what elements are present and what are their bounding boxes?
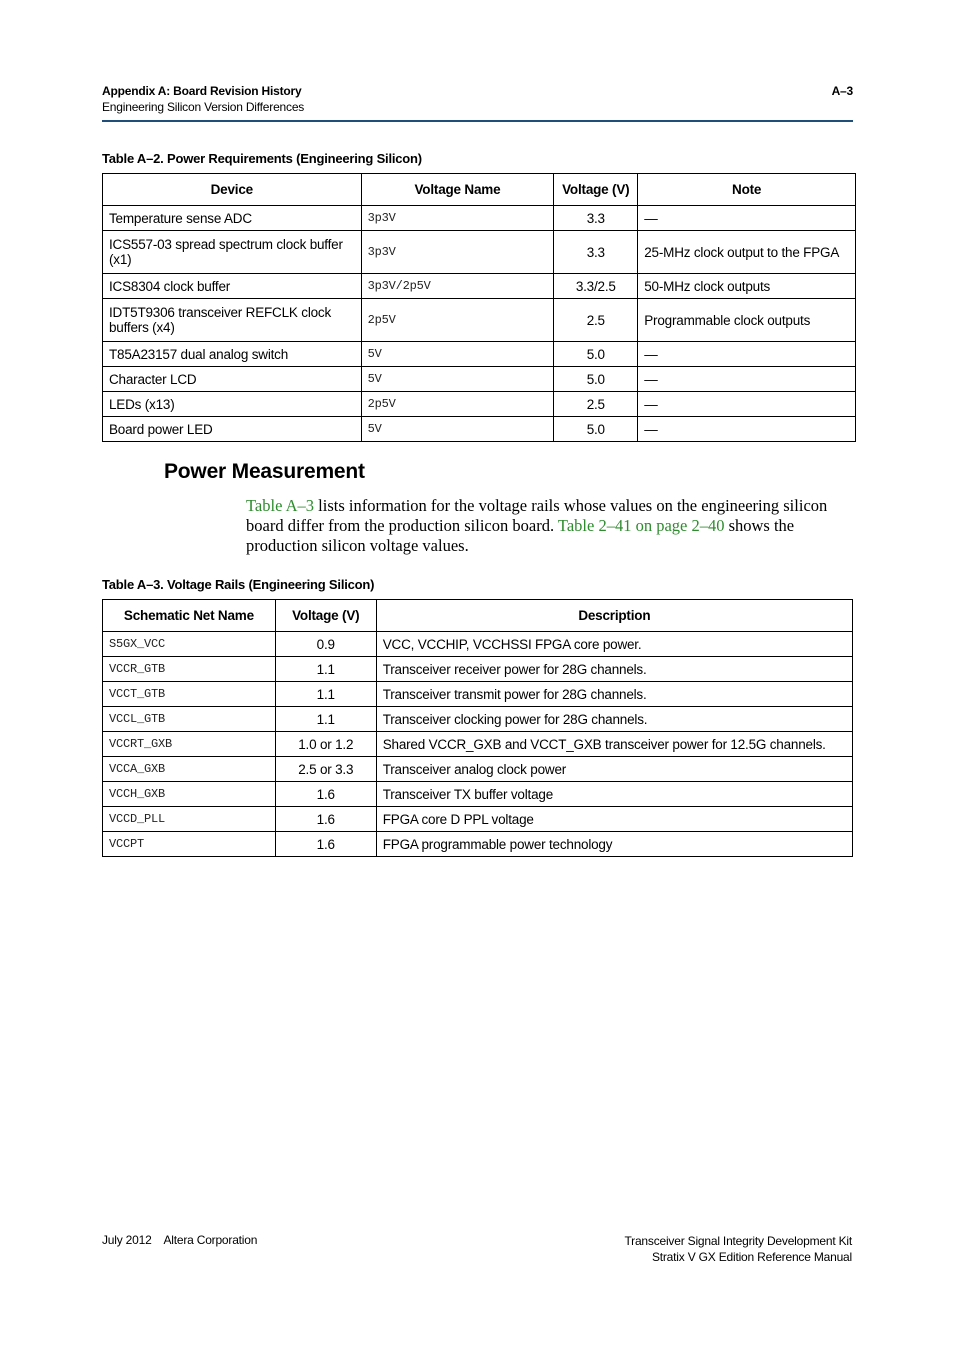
header-divider bbox=[102, 120, 853, 122]
net-name-cell: VCCA_GXB bbox=[103, 757, 276, 782]
voltage-cell: 2.5 bbox=[554, 392, 638, 417]
description-cell: Transceiver clocking power for 28G channels. bbox=[376, 707, 852, 732]
table2-header-voltage: Voltage (V) bbox=[275, 600, 376, 632]
table-row bbox=[103, 682, 853, 707]
table2-caption: Table A–3. Voltage Rails (Engineering Silicon) bbox=[102, 577, 375, 592]
table-a3-link[interactable]: Table A–3 bbox=[246, 496, 315, 515]
device-cell: Temperature sense ADC bbox=[103, 206, 362, 231]
description-cell: Transceiver transmit power for 28G channels. bbox=[376, 682, 852, 707]
voltage-cell: 5.0 bbox=[554, 367, 638, 392]
note-cell: 50-MHz clock outputs bbox=[638, 274, 856, 299]
voltage-cell: 3.3/2.5 bbox=[554, 274, 638, 299]
header-chapter: Appendix A: Board Revision History bbox=[102, 84, 302, 98]
table1-header-note: Note bbox=[638, 174, 856, 206]
table-row bbox=[103, 342, 856, 367]
footer-title-line1: Transceiver Signal Integrity Development Kit bbox=[624, 1234, 852, 1248]
voltage-cell: 1.6 bbox=[275, 782, 376, 807]
note-cell: Programmable clock outputs bbox=[638, 299, 856, 342]
net-name-cell: VCCR_GTB bbox=[103, 657, 276, 682]
note-cell: — bbox=[638, 417, 856, 442]
footer-title-line2: Stratix V GX Edition Reference Manual bbox=[651, 1250, 852, 1264]
footer-date: July 2012 Altera Corporation bbox=[102, 1233, 258, 1247]
net-name-cell: VCCL_GTB bbox=[103, 707, 276, 732]
paragraph-text-2: shows the production silicon voltage values. bbox=[246, 516, 795, 555]
note-cell: — bbox=[638, 342, 856, 367]
device-cell: T85A23157 dual analog switch bbox=[103, 342, 362, 367]
device-cell: Board power LED bbox=[103, 417, 362, 442]
table1-header-row bbox=[103, 174, 856, 206]
page-number: A–3 bbox=[831, 84, 853, 98]
voltage-cell: 1.6 bbox=[275, 807, 376, 832]
table-row bbox=[103, 657, 853, 682]
voltage-name-cell: 2p5V bbox=[361, 392, 554, 417]
voltage-name-cell: 5V bbox=[361, 367, 554, 392]
power-requirements-table bbox=[102, 173, 856, 442]
description-cell: FPGA core D PPL voltage bbox=[376, 807, 852, 832]
device-cell: LEDs (x13) bbox=[103, 392, 362, 417]
voltage-name-cell: 5V bbox=[361, 417, 554, 442]
table-row bbox=[103, 299, 856, 342]
table1-header-voltage: Voltage (V) bbox=[554, 174, 638, 206]
table-row bbox=[103, 206, 856, 231]
voltage-name-cell: 3p3V bbox=[361, 206, 554, 231]
section-title: Power Measurement bbox=[164, 460, 365, 483]
table2-header-description: Description bbox=[376, 600, 852, 632]
voltage-cell: 0.9 bbox=[275, 632, 376, 657]
voltage-cell: 1.6 bbox=[275, 832, 376, 857]
voltage-cell: 1.1 bbox=[275, 707, 376, 732]
paragraph-text-1: lists information for the voltage rails whose values on the engineering silicon board differ from the production silicon board. bbox=[246, 496, 828, 535]
description-cell: VCC, VCCHIP, VCCHSSI FPGA core power. bbox=[376, 632, 852, 657]
voltage-name-cell: 3p3V bbox=[361, 231, 554, 274]
table1-header-device: Device bbox=[103, 174, 362, 206]
table-row bbox=[103, 807, 853, 832]
voltage-cell: 3.3 bbox=[554, 231, 638, 274]
voltage-name-cell: 2p5V bbox=[361, 299, 554, 342]
net-name-cell: VCCH_GXB bbox=[103, 782, 276, 807]
voltage-cell: 1.1 bbox=[275, 682, 376, 707]
voltage-cell: 2.5 or 3.3 bbox=[275, 757, 376, 782]
table-row bbox=[103, 231, 856, 274]
net-name-cell: VCCD_PLL bbox=[103, 807, 276, 832]
voltage-rails-table bbox=[102, 599, 853, 857]
description-cell: Shared VCCR_GXB and VCCT_GXB transceiver power for 12.5G channels. bbox=[376, 732, 852, 757]
note-cell: — bbox=[638, 392, 856, 417]
table-row bbox=[103, 632, 853, 657]
voltage-cell: 2.5 bbox=[554, 299, 638, 342]
note-cell: — bbox=[638, 206, 856, 231]
voltage-cell: 1.0 or 1.2 bbox=[275, 732, 376, 757]
device-cell: ICS8304 clock buffer bbox=[103, 274, 362, 299]
description-cell: Transceiver TX buffer voltage bbox=[376, 782, 852, 807]
table-row bbox=[103, 707, 853, 732]
table2-header-net-name: Schematic Net Name bbox=[103, 600, 276, 632]
voltage-cell: 1.1 bbox=[275, 657, 376, 682]
table-row bbox=[103, 832, 853, 857]
description-cell: FPGA programmable power technology bbox=[376, 832, 852, 857]
page-header bbox=[102, 84, 853, 114]
net-name-cell: VCCT_GTB bbox=[103, 682, 276, 707]
note-cell: — bbox=[638, 367, 856, 392]
description-cell: Transceiver receiver power for 28G channels. bbox=[376, 657, 852, 682]
table-row bbox=[103, 732, 853, 757]
device-cell: IDT5T9306 transceiver REFCLK clock buffers (x4) bbox=[103, 299, 362, 342]
table-row bbox=[103, 757, 853, 782]
voltage-cell: 5.0 bbox=[554, 342, 638, 367]
note-cell: 25-MHz clock output to the FPGA bbox=[638, 231, 856, 274]
voltage-cell: 5.0 bbox=[554, 417, 638, 442]
description-cell: Transceiver analog clock power bbox=[376, 757, 852, 782]
table1-header-voltage-name: Voltage Name bbox=[361, 174, 554, 206]
table1-caption: Table A–2. Power Requirements (Engineering Silicon) bbox=[102, 151, 422, 166]
footer-title bbox=[624, 1233, 852, 1265]
voltage-name-cell: 5V bbox=[361, 342, 554, 367]
table-row bbox=[103, 274, 856, 299]
table-row bbox=[103, 417, 856, 442]
device-cell: ICS557-03 spread spectrum clock buffer (x1) bbox=[103, 231, 362, 274]
device-cell: Character LCD bbox=[103, 367, 362, 392]
voltage-name-cell: 3p3V/2p5V bbox=[361, 274, 554, 299]
table2-header-row bbox=[103, 600, 853, 632]
voltage-cell: 3.3 bbox=[554, 206, 638, 231]
net-name-cell: VCCRT_GXB bbox=[103, 732, 276, 757]
table-row bbox=[103, 782, 853, 807]
net-name-cell: S5GX_VCC bbox=[103, 632, 276, 657]
table-2-41-link[interactable]: Table 2–41 on page 2–40 bbox=[557, 516, 725, 535]
section-paragraph bbox=[246, 496, 852, 556]
net-name-cell: VCCPT bbox=[103, 832, 276, 857]
table-row bbox=[103, 367, 856, 392]
table-row bbox=[103, 392, 856, 417]
header-section: Engineering Silicon Version Differences bbox=[102, 100, 305, 114]
